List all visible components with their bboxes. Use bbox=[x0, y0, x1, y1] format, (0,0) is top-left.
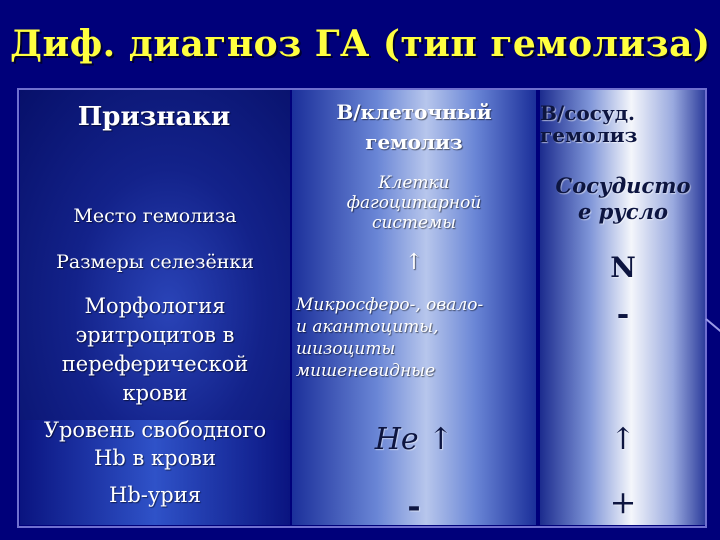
decorative-line bbox=[705, 318, 720, 345]
header-signs: Признаки bbox=[77, 102, 231, 132]
cell-line: Морфология bbox=[84, 294, 226, 318]
cell-line: Hb в крови bbox=[94, 446, 216, 470]
cell-line: переферической bbox=[61, 352, 249, 376]
cell-line: системы bbox=[371, 213, 457, 233]
row-free-hb-intracellular: Не ↑ bbox=[374, 421, 454, 457]
row-hemoglobinuria-label: Hb-урия bbox=[109, 483, 201, 507]
cell-line: крови bbox=[122, 381, 188, 405]
row-morphology-intravascular: - bbox=[616, 296, 630, 332]
cell-line: и акантоциты, bbox=[296, 317, 439, 337]
row-free-hb-intravascular: ↑ bbox=[610, 421, 636, 457]
row-hemolysis-site-intravascular bbox=[540, 168, 706, 230]
row-hemoglobinuria-intravascular: + bbox=[609, 483, 637, 521]
row-morphology-intracellular bbox=[296, 288, 536, 388]
header-intravascular-line2: гемолиз bbox=[540, 123, 638, 147]
cell-line: Клетки bbox=[378, 173, 450, 193]
header-intracellular-line2: гемолиз bbox=[365, 130, 463, 154]
cell-line: Уровень свободного bbox=[43, 418, 267, 442]
row-hemolysis-site-label: Место гемолиза bbox=[73, 205, 237, 227]
row-spleen-size-intracellular: ↑ bbox=[404, 249, 424, 275]
row-spleen-size-label: Размеры селезёнки bbox=[56, 251, 254, 273]
cell-line: эритроцитов в bbox=[75, 323, 235, 347]
cell-line: Сосудисто bbox=[555, 173, 691, 198]
row-spleen-size-intravascular: N bbox=[610, 250, 636, 284]
cell-line: е русло bbox=[577, 199, 669, 224]
header-intracellular bbox=[292, 94, 536, 160]
header-intracellular-line1: В/клеточный bbox=[336, 100, 492, 124]
cell-line: Микросферо-, овало- bbox=[296, 295, 484, 315]
header-intravascular bbox=[540, 96, 660, 152]
row-hemoglobinuria-intracellular: - bbox=[407, 487, 421, 525]
cell-line: шизоциты bbox=[296, 339, 396, 359]
cell-line: фагоцитарной bbox=[346, 193, 482, 213]
row-hemolysis-site-intracellular bbox=[292, 168, 536, 238]
header-intravascular-line1: В/сосуд. bbox=[540, 101, 635, 125]
row-morphology-label bbox=[20, 290, 290, 410]
cell-line: мишеневидные bbox=[296, 361, 436, 381]
row-free-hb-label bbox=[20, 414, 290, 474]
slide-title: Диф. диагноз ГА (тип гемолиза) bbox=[10, 23, 711, 65]
